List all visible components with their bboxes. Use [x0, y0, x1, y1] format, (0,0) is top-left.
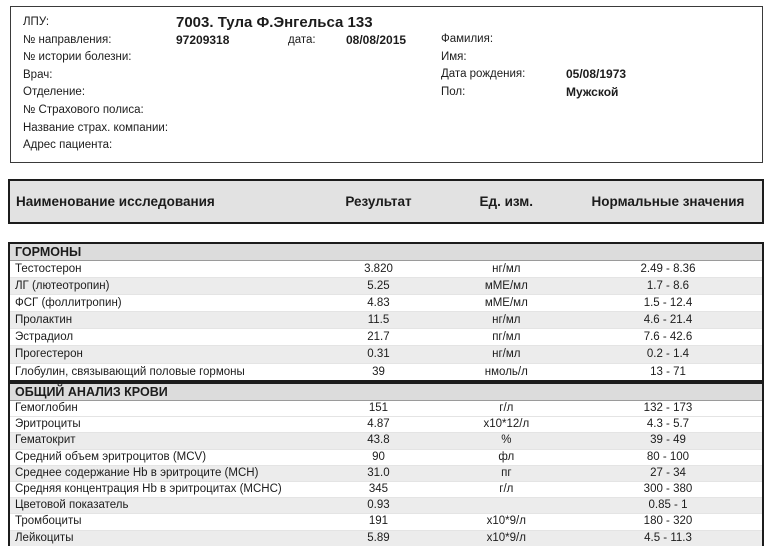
result-row	[10, 328, 762, 345]
info-row	[441, 66, 761, 84]
cell-name: Средняя концентрация Hb в эритроцитах (MCHC)	[15, 482, 282, 495]
cell-name: Цветовой показатель	[15, 499, 129, 512]
cell-result: 90	[372, 450, 385, 463]
cell-name: Тестостерон	[15, 263, 82, 275]
cell-normal: 180 - 320	[643, 515, 693, 528]
cell-result: 39	[372, 365, 385, 378]
cell-unit: г/л	[499, 402, 514, 414]
section-title: ГОРМОНЫ	[10, 244, 762, 261]
cell-result: 5.89	[367, 531, 390, 544]
cell-unit: мМЕ/мл	[484, 280, 528, 293]
cell-result: 3.820	[364, 263, 393, 275]
info-value: 97209318	[176, 32, 230, 47]
info-row	[11, 120, 441, 138]
info-label: Пол:	[441, 85, 466, 98]
cell-name: Эстрадиол	[15, 331, 74, 344]
result-row	[10, 513, 762, 529]
cell-unit: пг/мл	[492, 331, 521, 344]
cell-name: Пролактин	[15, 314, 73, 327]
cell-name: Среднее содержание Hb в эритроците (MCH)	[15, 466, 259, 479]
info-value: 7003. Тула Ф.Энгельса 133	[176, 14, 373, 31]
cell-result: 31.0	[367, 466, 390, 479]
info-row	[11, 49, 441, 67]
section-blood-analysis	[8, 382, 764, 546]
info-row	[11, 137, 441, 155]
column-header-result: Результат	[345, 194, 412, 209]
result-row	[10, 311, 762, 328]
cell-unit: x10*9/л	[486, 531, 526, 544]
cell-result: 5.25	[367, 280, 390, 293]
result-row	[10, 481, 762, 497]
cell-result: 191	[368, 515, 389, 528]
cell-unit: x10*9/л	[486, 515, 526, 528]
cell-name: ЛГ (лютеотропин)	[15, 280, 110, 293]
cell-normal: 2.49 - 8.36	[640, 263, 696, 275]
info-label: Врач:	[23, 68, 53, 81]
cell-unit: %	[501, 434, 512, 447]
info-label: Дата рождения:	[441, 68, 526, 81]
cell-normal: 80 - 100	[646, 450, 690, 463]
info-label: № истории болезни:	[23, 51, 132, 64]
cell-name: Лейкоциты	[15, 531, 74, 544]
cell-name: Эритроциты	[15, 418, 81, 431]
info-label: Отделение:	[23, 86, 86, 99]
date-value: 08/08/2015	[346, 32, 407, 47]
info-row	[11, 67, 441, 85]
cell-unit: фл	[498, 450, 515, 463]
info-label: № Страхового полиса:	[23, 103, 144, 116]
cell-normal: 300 - 380	[643, 482, 693, 495]
cell-result: 21.7	[367, 331, 390, 344]
info-row	[441, 49, 761, 67]
result-row	[10, 363, 762, 380]
info-row	[441, 31, 761, 49]
cell-result: 0.31	[367, 348, 390, 361]
cell-result: 43.8	[367, 434, 390, 447]
patient-info-left	[11, 14, 441, 155]
section-rows	[10, 261, 762, 380]
result-row	[10, 261, 762, 277]
patient-info-box	[10, 6, 763, 163]
cell-result: 4.83	[367, 297, 390, 310]
cell-name: ФСГ (фоллитропин)	[15, 297, 122, 310]
cell-name: Прогестерон	[15, 348, 83, 361]
info-label: Название страх. компании:	[23, 121, 169, 134]
cell-normal: 39 - 49	[650, 434, 686, 447]
result-row	[10, 277, 762, 294]
cell-result: 4.87	[367, 418, 390, 431]
patient-info-right	[441, 31, 761, 101]
cell-result: 345	[368, 482, 389, 495]
cell-result: 151	[368, 402, 389, 414]
cell-unit: нг/мл	[492, 263, 521, 275]
result-row	[10, 465, 762, 481]
column-header-study-name: Наименование исследования	[16, 194, 215, 209]
cell-unit: г/л	[499, 482, 514, 495]
cell-normal: 1.7 - 8.6	[646, 280, 690, 293]
cell-normal: 0.85 - 1	[648, 499, 688, 512]
result-row	[10, 401, 762, 416]
cell-result: 0.93	[367, 499, 390, 512]
cell-unit: нг/мл	[492, 314, 521, 327]
cell-result: 11.5	[367, 314, 390, 327]
section-hormones	[8, 242, 764, 382]
result-row	[10, 294, 762, 311]
info-row	[11, 102, 441, 120]
cell-unit: x10*12/л	[483, 418, 530, 431]
cell-normal: 7.6 - 42.6	[643, 331, 693, 344]
cell-normal: 132 - 173	[643, 402, 693, 414]
cell-unit: пг	[501, 466, 512, 479]
result-row	[10, 432, 762, 448]
cell-unit: мМЕ/мл	[484, 297, 528, 310]
cell-normal: 4.6 - 21.4	[643, 314, 693, 327]
info-value: 05/08/1973	[566, 67, 627, 82]
info-row	[11, 14, 441, 32]
cell-unit: нг/мл	[492, 348, 521, 361]
info-row	[11, 32, 441, 50]
info-row	[11, 84, 441, 102]
column-header-units: Ед. изм.	[479, 194, 534, 209]
result-row	[10, 345, 762, 362]
column-header-normal-range: Нормальные значения	[591, 194, 745, 209]
cell-unit	[439, 498, 574, 513]
cell-name: Тромбоциты	[15, 515, 82, 528]
cell-normal: 0.2 - 1.4	[646, 348, 690, 361]
cell-normal: 4.3 - 5.7	[646, 418, 690, 431]
cell-name: Глобулин, связывающий половые гормоны	[15, 365, 245, 378]
date-label: дата:	[288, 33, 316, 46]
info-label: Фамилия:	[441, 33, 494, 45]
result-row	[10, 449, 762, 465]
cell-normal: 13 - 71	[650, 365, 686, 378]
cell-unit: нмоль/л	[484, 365, 528, 378]
info-label: Адрес пациента:	[23, 139, 113, 152]
result-row	[10, 416, 762, 432]
info-value: Мужской	[566, 84, 619, 99]
cell-normal: 27 - 34	[650, 466, 686, 479]
result-row	[10, 530, 762, 546]
info-label: ЛПУ:	[23, 16, 50, 28]
result-row	[10, 497, 762, 513]
cell-name: Средний объем эритроцитов (MCV)	[15, 450, 207, 463]
cell-name: Гематокрит	[15, 434, 76, 447]
cell-name: Гемоглобин	[15, 402, 78, 414]
info-row	[441, 84, 761, 102]
info-label: Имя:	[441, 50, 467, 63]
info-label: № направления:	[23, 33, 112, 46]
section-title: ОБЩИЙ АНАЛИЗ КРОВИ	[10, 384, 762, 401]
cell-normal: 4.5 - 11.3	[644, 531, 692, 544]
cell-normal: 1.5 - 12.4	[643, 297, 693, 310]
section-rows	[10, 401, 762, 546]
results-table-header	[8, 179, 764, 224]
